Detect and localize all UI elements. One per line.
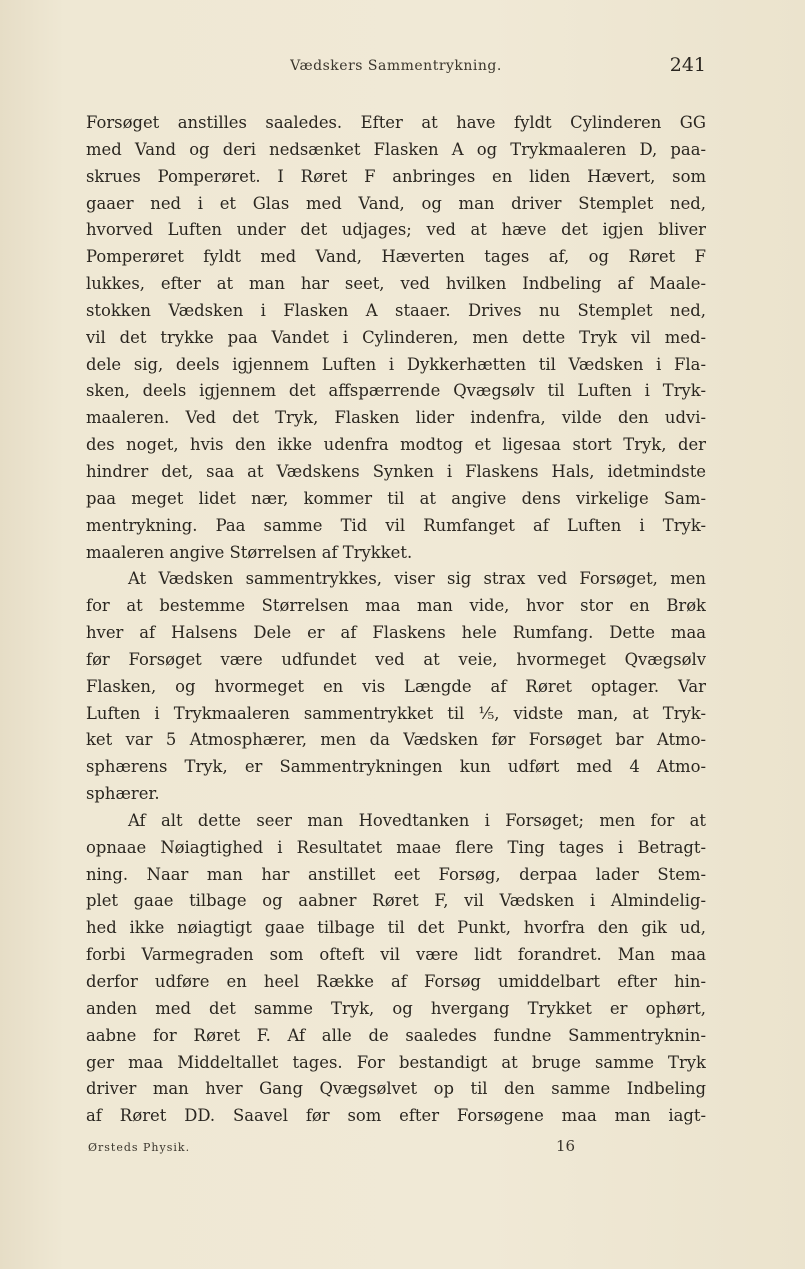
text-line: Forsøget anstilles saaledes. Efter at have fyldt Cylinderen GG: [86, 113, 706, 132]
text-line: forbi Varmegraden som ofteft vil være lidt forandret. Man maa: [86, 945, 706, 965]
text-line: Flasken, og hvormeget en vis Længde af Røret optager. Var: [86, 676, 706, 696]
text-line: Pomperøret fyldt med Vand, Hæverten tages af, og Røret F: [86, 247, 706, 267]
text-line: for at bestemme Størrelsen maa man vide, hvor stor en Brøk: [86, 596, 706, 616]
text-line: anden med det samme Tryk, og hvergang Trykket er ophørt,: [86, 998, 706, 1018]
text-line: derfor udføre en heel Række af Forsøg umiddelbart efter hin-: [86, 972, 706, 991]
text-line: mentrykning. Paa samme Tid vil Rumfanget af Luften i Tryk-: [86, 515, 706, 535]
text-line: sphærer.: [86, 784, 160, 804]
text-line: gaaer ned i et Glas med Vand, og man driver Stemplet ned,: [86, 193, 706, 213]
text-line: maaleren. Ved det Tryk, Flasken lider indenfra, vilde den udvi-: [86, 408, 706, 428]
text-line: hver af Halsens Dele er af Flaskens hele Rumfang. Dette maa: [86, 623, 706, 643]
running-title: Vædskers Sammentrykning.: [290, 58, 502, 74]
text-line: opnaae Nøiagtighed i Resultatet maae flere Ting tages i Betragt-: [86, 837, 706, 857]
text-line: aabne for Røret F. Af alle de saaledes fundne Sammentryknin-: [86, 1025, 706, 1045]
text-line: driver man hver Gang Qvægsølvet op til den samme Indbeling: [86, 1079, 706, 1099]
text-line: af Røret DD. Saavel før som efter Forsøgene maa man iagt-: [86, 1106, 706, 1126]
printer-signature: Ørsteds Physik.: [88, 1141, 191, 1154]
text-line: skrues Pomperøret. I Røret F anbringes en liden Hævert, som: [86, 166, 706, 186]
body-text: [86, 110, 706, 1130]
text-line: maaleren angive Størrelsen af Trykket.: [86, 542, 413, 562]
text-line: hindrer det, saa at Vædskens Synken i Flaskens Hals, idetmindste: [86, 461, 706, 481]
text-line: At Vædsken sammentrykkes, viser sig strax ved Forsøget, men: [128, 569, 706, 589]
text-line: plet gaae tilbage og aabner Røret F, vil Vædsken i Almindelig-: [86, 891, 706, 911]
text-line: før Forsøget være udfundet ved at veie, hvormeget Qvægsølv: [86, 649, 706, 669]
page-header: [86, 54, 706, 86]
text-line: Af alt dette seer man Hovedtanken i Forsøget; men for at: [128, 810, 706, 830]
text-line: lukkes, efter at man har seet, ved hvilken Indbeling af Maale-: [86, 274, 706, 294]
text-line: paa meget lidet nær, kommer til at angive dens virkelige Sam-: [86, 488, 706, 508]
page-footer: [86, 1139, 706, 1161]
text-line: ning. Naar man har anstillet eet Forsøg, derpaa lader Stem-: [86, 864, 706, 884]
text-line: Luften i Trykmaaleren sammentrykket til ⅕, vidste man, at Tryk-: [86, 703, 706, 723]
text-line: des noget, hvis den ikke udenfra modtog et ligesaa stort Tryk, der: [86, 435, 706, 455]
text-line: ket var 5 Atmosphærer, men da Vædsken før Forsøget bar Atmo-: [86, 730, 706, 750]
text-line: med Vand og deri nedsænket Flasken A og Trykmaaleren D, paa-: [86, 139, 706, 159]
page-number: 241: [669, 54, 706, 76]
text-line: stokken Vædsken i Flasken A staaer. Drives nu Stemplet ned,: [86, 300, 706, 320]
text-line: ger maa Middeltallet tages. For bestandigt at bruge samme Tryk: [86, 1052, 706, 1072]
text-line: vil det trykke paa Vandet i Cylinderen, men dette Tryk vil med-: [86, 327, 706, 347]
text-line: dele sig, deels igjennem Luften i Dykkerhætten til Vædsken i Fla-: [86, 354, 706, 374]
text-line: sken, deels igjennem det affspærrende Qvægsølv til Luften i Tryk-: [86, 381, 706, 401]
text-line: sphærens Tryk, er Sammentrykningen kun udført med 4 Atmo-: [86, 757, 706, 777]
sheet-number: 16: [556, 1137, 576, 1155]
text-line: hed ikke nøiagtigt gaae tilbage til det Punkt, hvorfra den gik ud,: [86, 918, 706, 938]
text-line: hvorved Luften under det udjages; ved at hæve det igjen bliver: [86, 220, 706, 240]
